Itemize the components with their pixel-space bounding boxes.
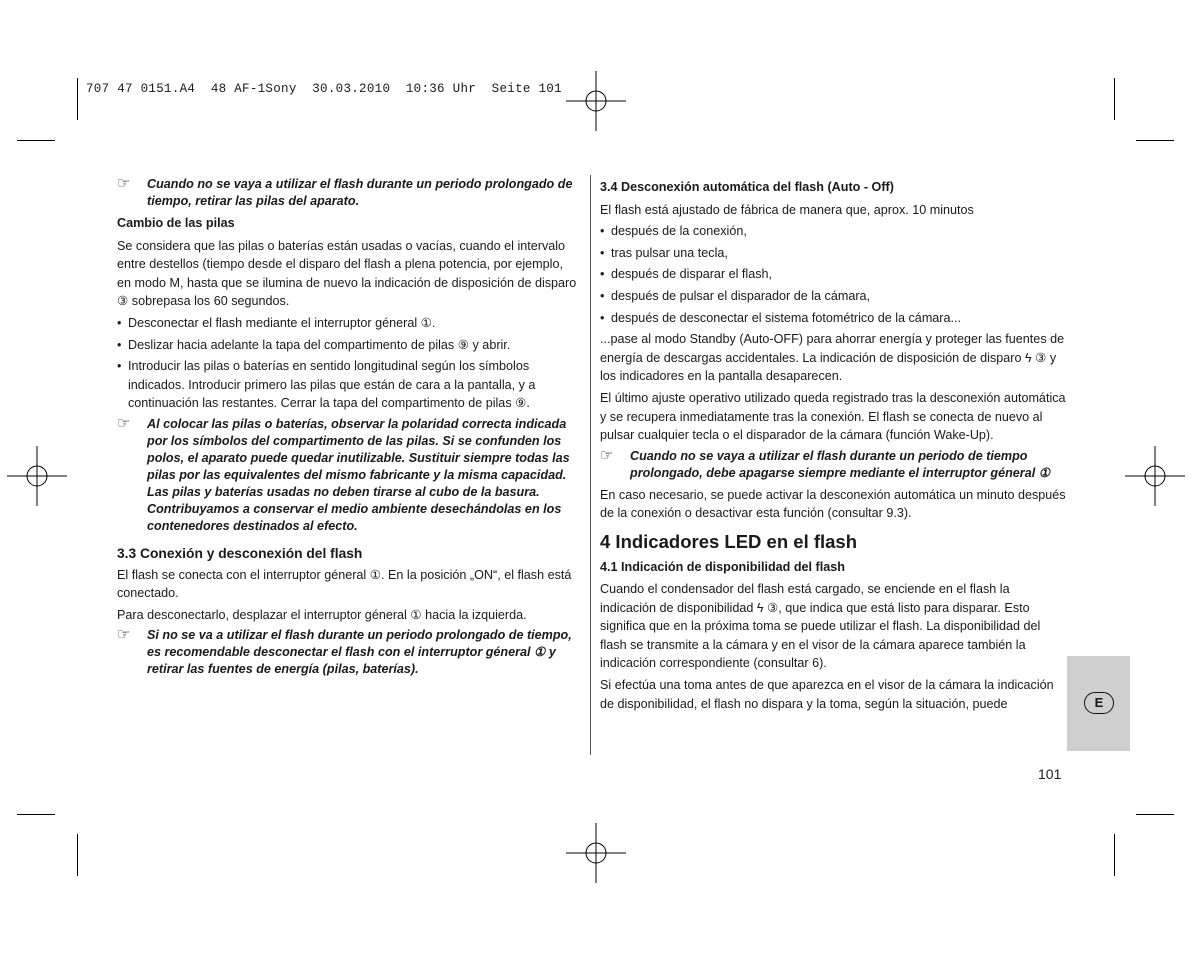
list-item: • Introducir las pilas o baterías en sentido longitudinal según los símbolos indicados. Introducir primero las pilas que están de cara a la pantalla, y a continuación las restantes. Cerrar la tapa del compartimento de pilas ⑨. — [117, 357, 579, 413]
crop-mark — [1114, 78, 1115, 120]
paragraph: El último ajuste operativo utilizado queda registrado tras la desconexión automática y se recupera inmediatamente tras la conexión. El flash se conecta de nuevo al pulsar cualquier tecla o el disparador de la cámara (función Wake-Up). — [600, 390, 1066, 443]
crop-mark — [17, 814, 55, 815]
crosshair-icon — [566, 71, 626, 131]
paragraph: En caso necesario, se puede activar la desconexión automática un minuto después de la conexión o desactivar esta función (consultar 9.3). — [600, 487, 1066, 521]
crop-mark — [1136, 140, 1174, 141]
crop-mark — [17, 140, 55, 141]
subheading-battery-change: Cambio de las pilas — [117, 216, 235, 230]
language-badge: E — [1084, 692, 1114, 714]
note-polarity — [117, 416, 579, 535]
crop-mark — [77, 78, 78, 120]
print-slug: 707 47 0151.A4 48 AF-1Sony 30.03.2010 10:36 Uhr Seite 101 — [86, 82, 562, 96]
paragraph: Para desconectarlo, desplazar el interruptor géneral ① hacia la izquierda. — [117, 607, 527, 622]
crosshair-icon — [7, 446, 67, 506]
paragraph: Si efectúa una toma antes de que aparezca en el visor de la cámara la indicación de disponibilidad, el flash no dispara y la toma, según la situación, puede — [600, 678, 1054, 711]
paragraph: ...pase al modo Standby (Auto-OFF) para ahorrar energía y proteger las fuentes de energía de descargas accidentales. La indicación de disposición de disparo ϟ ③ y los indicadores en la pantalla desaparecen. — [600, 332, 1065, 384]
list-item: • después de desconectar el sistema fotométrico de la cámara... — [600, 309, 1066, 328]
crop-mark — [1114, 834, 1115, 876]
list-item: • tras pulsar una tecla, — [600, 244, 1066, 263]
paragraph: El flash está ajustado de fábrica de manera que, aprox. 10 minutos — [600, 202, 974, 217]
pointing-hand-icon: ☞ — [117, 414, 131, 432]
page-number: 101 — [1038, 766, 1062, 782]
list-item: • después de la conexión, — [600, 222, 1066, 241]
pointing-hand-icon: ☞ — [600, 446, 614, 464]
language-tab — [1067, 656, 1130, 751]
note-text: Cuando no se vaya a utilizar el flash durante un periodo de tiempo prolongado, debe apagarse siempre mediante el interruptor géneral ① — [630, 448, 1050, 480]
note-remove-batteries — [117, 176, 579, 210]
list-item: • Deslizar hacia adelante la tapa del compartimento de pilas ⑨ y abrir. — [117, 336, 579, 355]
section-heading-4: 4 Indicadores LED en el flash — [600, 530, 858, 552]
crosshair-icon — [1125, 446, 1185, 506]
note-power-off — [600, 448, 1066, 482]
section-heading-3-4: 3.4 Desconexión automática del flash (Auto - Off) — [600, 180, 894, 194]
pointing-hand-icon: ☞ — [117, 175, 131, 192]
paragraph: Cuando el condensador del flash está cargado, se enciende en el flash la indicación de disponibilidad ϟ ③, que indica que está listo para disparar. Esto significa que en la próxima toma se puede utilizar el flash. La disponibilidad del flash se transmite a la cámara y en el visor de la cámara aparece también la indicación correspondiente (consultar 6). — [600, 582, 1041, 671]
crosshair-icon — [566, 823, 626, 883]
crop-mark — [1136, 814, 1174, 815]
paragraph: Se considera que las pilas o baterías están usadas o vacías, cuando el intervalo entre destellos (tiempo desde el disparo del flash a plena potencia, por ejemplo, en modo M, hasta que se ilumina de nuevo la indicación de disposición de disparo ③ sobrepasa los 60 segundos. — [117, 238, 577, 309]
list-item: • después de pulsar el disparador de la cámara, — [600, 287, 1066, 306]
pointing-hand-icon: ☞ — [117, 626, 131, 644]
column-divider — [590, 175, 591, 755]
right-column — [600, 176, 1066, 716]
crop-mark — [77, 834, 78, 876]
section-heading-3-3: 3.3 Conexión y desconexión del flash — [117, 545, 363, 561]
list-item: • después de disparar el flash, — [600, 265, 1066, 284]
note-text: Cuando no se vaya a utilizar el flash durante un periodo prolongado de tiempo, retirar las pilas del aparato. — [147, 177, 573, 208]
paragraph: El flash se conecta con el interruptor géneral ①. En la posición „ON“, el flash está conectado. — [117, 567, 572, 601]
note-text: Al colocar las pilas o baterías, observar la polaridad correcta indicada por los símbolos del compartimento de las pilas. Si se confunden los polos, el aparato puede quedar inutilizable. Sustituir siempre todas las pilas por las equivalentes del mismo fabricante y la misma capacidad. Las pilas y baterías usadas no deben tirarse al cubo de la basura. Contribuyamos a conservar el medio ambiente desechándolas en los contenedores destinados al efecto. — [147, 416, 570, 533]
section-heading-4-1: 4.1 Indicación de disponibilidad del flash — [600, 559, 845, 574]
left-column — [117, 176, 579, 682]
list-item: • Desconectar el flash mediante el interruptor géneral ①. — [117, 314, 579, 333]
note-disconnect — [117, 627, 579, 678]
note-text: Si no se va a utilizar el flash durante un periodo prolongado de tiempo, es recomendable desconectar el flash con el interruptor géneral ① y retirar las fuentes de energía (pilas, baterías). — [147, 628, 572, 677]
